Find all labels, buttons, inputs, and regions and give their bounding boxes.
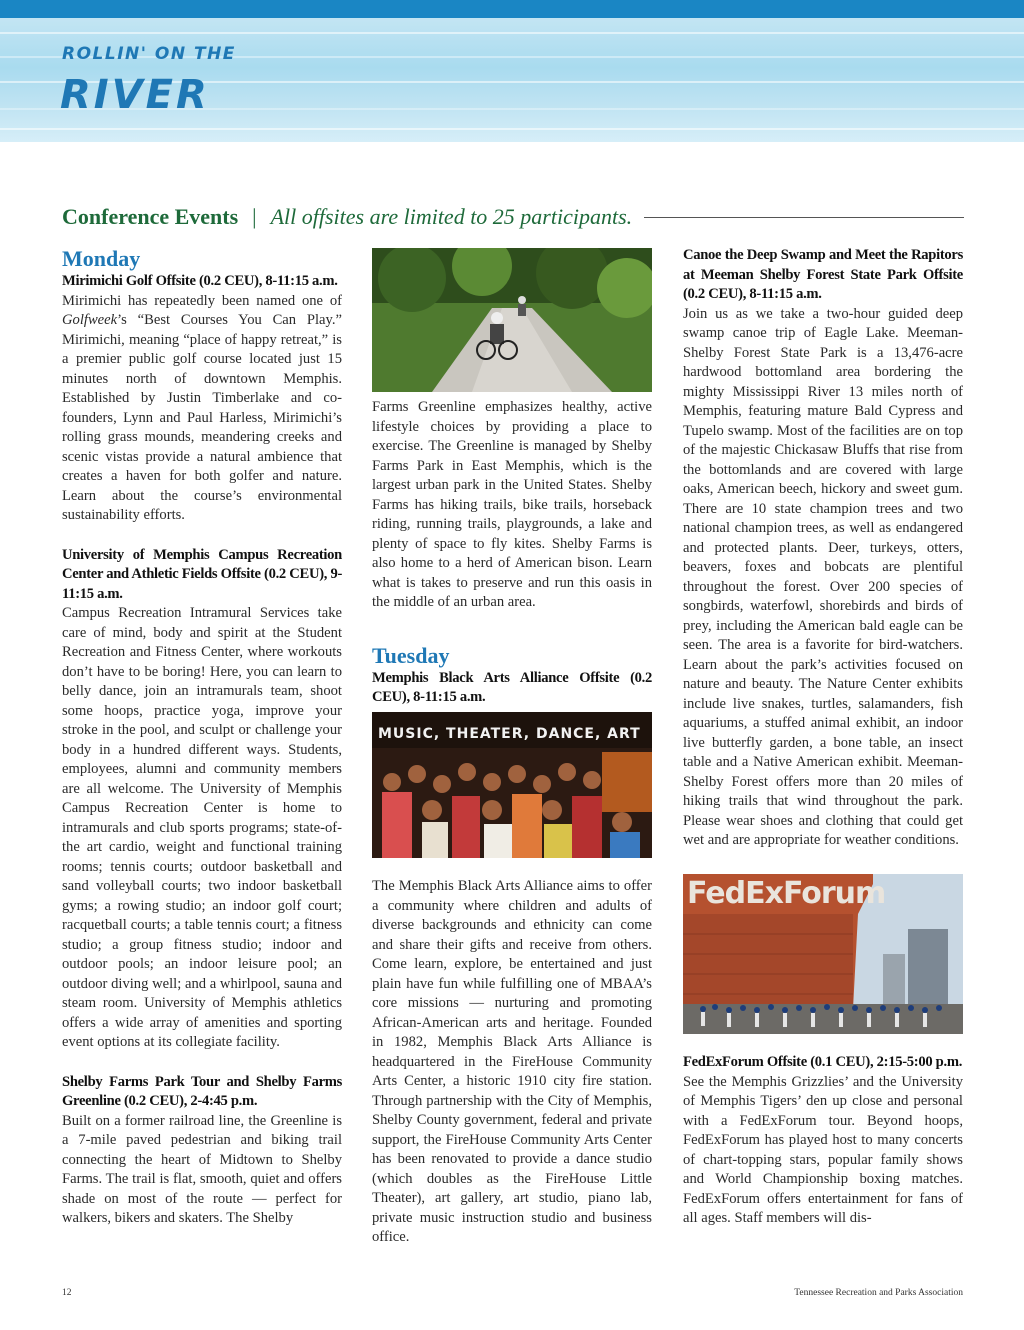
- arts-photo-banner-text: MUSIC, THEATER, DANCE, ART: [378, 726, 641, 742]
- heading-separator: |: [252, 204, 257, 229]
- column-right: [683, 246, 963, 851]
- event-title-black-arts: Memphis Black Arts Alliance Offsite (0.2 CEU), 8-11:15 a.m.: [372, 669, 652, 705]
- publication-name: Tennessee Recreation and Parks Association: [794, 1288, 963, 1298]
- participant-limit-note: All offsites are limited to 25 participants.: [270, 204, 633, 229]
- event-title-fedexforum: FedExForum Offsite (0.1 CEU), 2:15-5:00 p.m.: [683, 1054, 963, 1070]
- black-arts-alliance-photo: [372, 712, 652, 858]
- column-left: [62, 246, 342, 1229]
- event-body-canoe-swamp: Join us as we take a two-hour guided deep swamp canoe trip of Eagle Lake. Meeman-Shelby Forest State Park is a 13,476-acre hardwood bottomland area bordering the mighty Mississippi River 13 miles north of Memphis, featuring mature Bald Cypress and Tupelo swamp. Most of the facilities are on top of the majestic Chickasaw Bluffs that rise from the bottomlands and are covered with large oaks, American beech, hickory and sweet gum. There are 10 state champion trees and two national champion trees, as well as endangered and protected plants. Deer, turkeys, otters, beavers, foxes and bobcats are plentiful throughout the forest. Over 200 species of songbirds, waterfowl, shorebirds and birds of prey, including the American bald eagle can be seen. The area is a favorite for bird-watchers. Learn about the park’s activities focused on nature and beauty. The Nature Center exhibits include live snakes, turtles, salamanders, fish aquariums, a stuffed animal exhibit, an indoor live butterfly garden, a bone table, an insect table and a Native American exhibit. Meeman-Shelby Forest offers more than 20 miles of hiking trails that wind throughout the park. Please wear shoes and clothing that could get wet and are appropriate for weather conditions.: [683, 305, 963, 848]
- event-body-greenline-continued: Farms Greenline emphasizes healthy, active lifestyle choices by providing a place to exercise. The Greenline is managed by Shelby Farms Park in East Memphis, which is the largest urban park in the United States. Shelby Farms has hiking trails, bike trails, horseback riding, running trails, playgrounds, a lake and plenty of space to fly kites. Shelby Farms is also home to a herd of American bison. Learn what is takes to preserve and run this oasis in the middle of an urban area.: [372, 399, 652, 610]
- page-number: 12: [62, 1288, 72, 1298]
- column-middle: [372, 398, 652, 708]
- event-body-shelby-farms: Built on a former railroad line, the Greenline is a 7-mile paved pedestrian and biking trail connecting the heart of Midtown to Shelby Farms. The trail is flat, smooth, quiet and offers shade on most of the route — perfect for walkers, bikers and skaters. The Shelby: [62, 1112, 342, 1226]
- event-body-black-arts: The Memphis Black Arts Alliance aims to offer a community where children and adults of diverse backgrounds and ethnicity can come and share their gifts and receive from others. Come learn, explore, be entertained and just plain have fun while fulfilling one of MBAA’s core missions — nurturing and promoting African-American arts and heritage. Founded in 1982, Memphis Black Arts Alliance is headquartered in the FireHouse Community Arts Center, a historic 1910 city fire station. Through partnership with the City of Memphis, Shelby County government, federal and private support, the FireHouse Community Arts Center has been renovated to provide a dance studio (which doubles as the FireHouse Little Theater), art gallery, art studio, piano lab, private music instruction studio and business office.: [372, 878, 652, 1245]
- column-middle-lower: [372, 877, 652, 1248]
- banner-kicker: ROLLIN' ON THE: [62, 44, 236, 64]
- fedexforum-photo: [683, 874, 963, 1034]
- event-title-canoe-swamp: Canoe the Deep Swamp and Meet the Rapitors at Meeman Shelby Forest State Park Offsite (0.2 CEU), 8-11:15 a.m.: [683, 247, 963, 302]
- event-title-golf: Mirimichi Golf Offsite (0.2 CEU), 8-11:15 a.m.: [62, 273, 338, 289]
- greenline-photo-illustration: [372, 248, 652, 392]
- section-title: Conference Events: [62, 204, 239, 229]
- banner-title: RIVER: [60, 72, 210, 118]
- day-heading-tuesday: Tuesday: [372, 642, 450, 668]
- event-body-fedexforum: See the Memphis Grizzlies’ and the University of Memphis Tigers’ den up close and personal with a FedExForum tour. Beyond hoops, FedExForum has played host to many concerts of chart-topping stars, popular family shows and World Championship boxing matches. FedExForum offers entertainment for fans of all ages. Staff members will dis-: [683, 1073, 963, 1226]
- column-right-lower: [683, 1053, 963, 1229]
- section-heading: [62, 202, 964, 232]
- event-title-campus-rec: University of Memphis Campus Recreation Center and Athletic Fields Offsite (0.2 CEU), 9-11:15 a.m.: [62, 546, 343, 602]
- river-banner: [0, 18, 1024, 142]
- heading-rule: [644, 217, 964, 218]
- event-body-campus-rec: Campus Recreation Intramural Services take care of mind, body and spirit at the Student Recreation and Fitness Center, where workouts don’t have to be boring! Here, you can learn to belly dance, join an intramurals team, shoot some hoops, practice yoga, improve your stroke in the pool, and sculpt or challenge your body in a hundred different ways. Students, employees, alumni and community members are all welcome. The University of Memphis Campus Recreation Center is home to intramurals and club sports programs; state-of-the art cardio, weight and functional training rooms; tennis courts; outdoor basketball and sand volleyball courts; two indoor basketball gyms; a rowing studio; an indoor golf court; racquetball courts; a table tennis court; a fitness studio; a group fitness studio; indoor and outdoor pools; an indoor leisure pool; an outdoor diving well; and a whirlpool, sauna and steam room. University of Memphis athletics offers a wide array of amenities and sporting event options at its collegiate facility.: [62, 605, 342, 1050]
- day-heading-monday: Monday: [62, 246, 141, 271]
- fedexforum-sign-text: FedExForum: [687, 876, 886, 911]
- greenline-trail-photo: [372, 248, 652, 392]
- event-body-golf: Mirimichi has repeatedly been named one of Golfweek’s “Best Courses You Can Play.” Mirimichi, meaning “place of happy retreat,” is a premier public golf course located just 15 minutes north of downtown Memphis. Established by Justin Timberlake and co-founders, Lynn and Paul Harless, Mirimichi’s rolling grass mounds, meandering creeks and scenic vistas provide a natural ambience that creates a haven for both golfer and nature. Learn about the course’s environmental sustainability efforts.: [62, 292, 342, 523]
- top-color-bar: [0, 0, 1024, 18]
- event-title-shelby-farms: Shelby Farms Park Tour and Shelby Farms Greenline (0.2 CEU), 2-4:45 p.m.: [62, 1073, 342, 1109]
